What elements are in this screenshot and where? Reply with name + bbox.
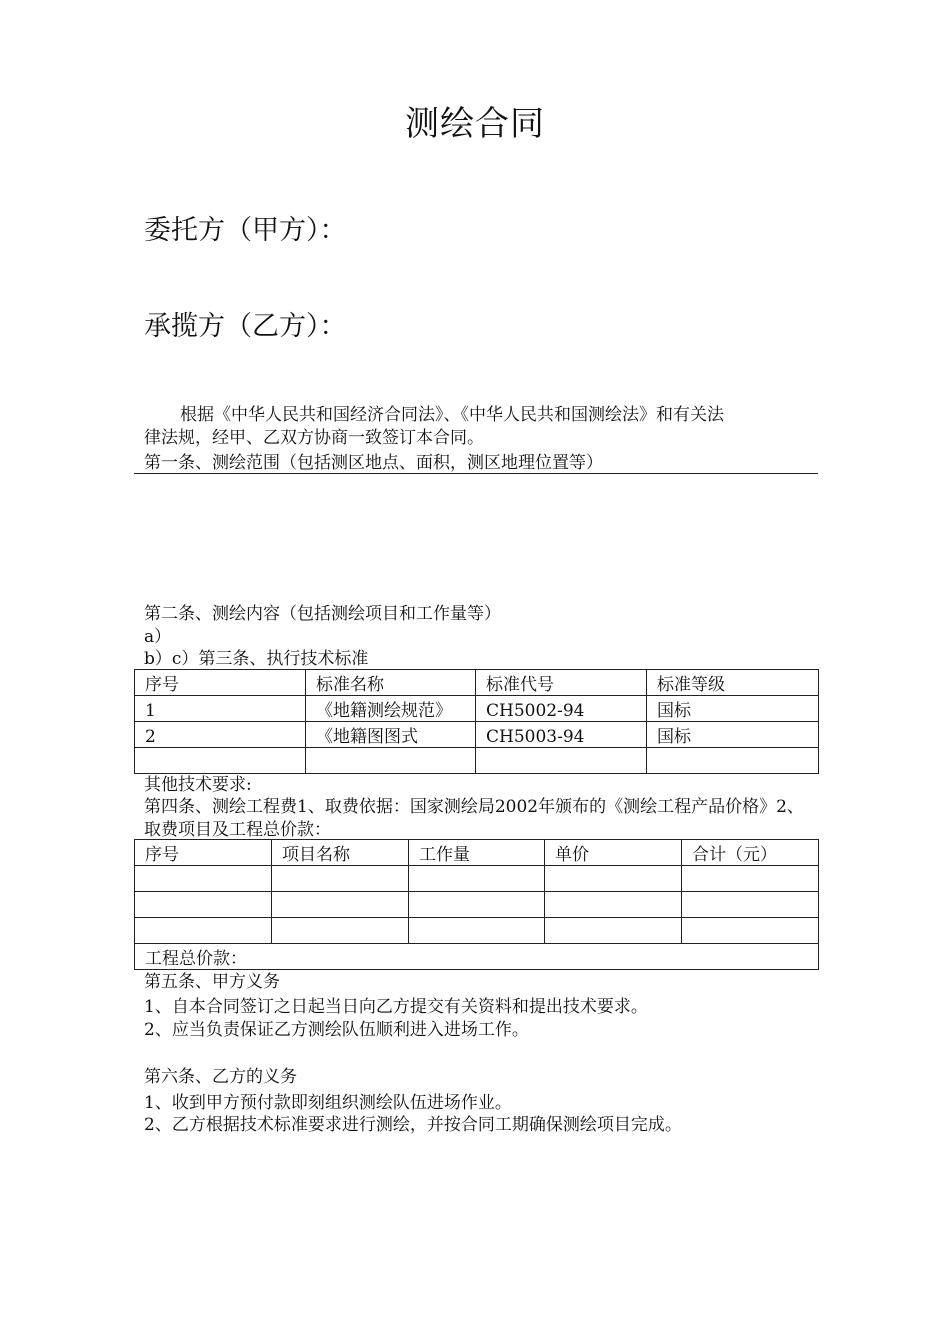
header-cell: 序号 — [135, 840, 272, 866]
table-cell — [135, 892, 272, 918]
document-title: 测绘合同 — [405, 104, 545, 144]
table-row — [135, 866, 819, 892]
other-requirements: 其他技术要求: — [144, 775, 252, 795]
table-cell — [306, 748, 476, 774]
table-cell — [135, 918, 272, 944]
fee-table — [134, 839, 819, 970]
article-5-heading: 第五条、甲方义务 — [144, 972, 280, 992]
table-cell — [682, 866, 819, 892]
table-cell — [545, 866, 682, 892]
header-cell: 项目名称 — [272, 840, 409, 866]
total-price-label: 工程总价款： — [135, 944, 819, 970]
article-5-item-2: 2、应当负责保证乙方测绘队伍顺利进入进场工作。 — [144, 1020, 529, 1040]
table-cell — [409, 918, 545, 944]
table-cell — [272, 866, 409, 892]
article-2-item-a: a） — [144, 627, 172, 647]
header-cell: 标准代号 — [476, 670, 647, 696]
table-cell — [545, 892, 682, 918]
article-6-heading: 第六条、乙方的义务 — [144, 1067, 297, 1087]
article-5-item-1: 1、自本合同签订之日起当日向乙方提交有关资料和提出技术要求。 — [144, 997, 648, 1017]
party-b-label: 承揽方（乙方）： — [144, 311, 347, 342]
table-cell: 国标 — [647, 696, 819, 722]
article-1-heading: 第一条、测绘范围（包括测区地点、面积，测区地理位置等） — [144, 453, 603, 473]
table-cell: CH5002-94 — [476, 696, 647, 722]
article-6-item-2: 2、乙方根据技术标准要求进行测绘，并按合同工期确保测绘项目完成。 — [144, 1115, 682, 1135]
table-cell — [135, 866, 272, 892]
header-cell: 标准等级 — [647, 670, 819, 696]
table-row — [135, 722, 819, 748]
preamble-line-2: 律法规，经甲、乙双方协商一致签订本合同。 — [144, 428, 484, 448]
table-row — [135, 696, 819, 722]
table-cell — [476, 748, 647, 774]
total-row — [135, 944, 819, 970]
table-cell — [135, 748, 306, 774]
article-6-item-1: 1、收到甲方预付款即刻组织测绘队伍进场作业。 — [144, 1093, 512, 1113]
preamble — [144, 404, 820, 450]
table-cell — [682, 918, 819, 944]
table-cell — [545, 918, 682, 944]
table-cell: 《地籍图图式 — [306, 722, 476, 748]
table-cell — [409, 866, 545, 892]
table-cell — [409, 892, 545, 918]
table-cell: 2 — [135, 722, 306, 748]
table-cell — [682, 892, 819, 918]
table-row — [135, 748, 819, 774]
table-cell: CH5003-94 — [476, 722, 647, 748]
preamble-line-1: 根据《中华人民共和国经济合同法》、《中华人民共和国测绘法》和有关法 — [180, 405, 724, 425]
table-cell: 1 — [135, 696, 306, 722]
standards-table — [134, 669, 819, 774]
table-row — [135, 918, 819, 944]
header-cell: 单价 — [545, 840, 682, 866]
table-row — [135, 892, 819, 918]
article-3-heading: b）c）第三条、执行技术标准 — [144, 649, 369, 669]
table-header-row — [135, 670, 819, 696]
table-cell: 国标 — [647, 722, 819, 748]
table-cell — [272, 892, 409, 918]
header-cell: 合计（元） — [682, 840, 819, 866]
article-1-underline — [134, 473, 818, 474]
party-a-label: 委托方（甲方）： — [144, 215, 347, 246]
article-2-heading: 第二条、测绘内容（包括测绘项目和工作量等） — [144, 604, 501, 624]
header-cell: 工作量 — [409, 840, 545, 866]
table-cell — [647, 748, 819, 774]
table-cell — [272, 918, 409, 944]
table-cell: 《地籍测绘规范》 — [306, 696, 476, 722]
article-4-text: 第四条、测绘工程费1、取费依据：国家测绘局2002年颁布的《测绘工程产品价格》2、取费项目及工程总价款： — [144, 797, 804, 840]
header-cell: 序号 — [135, 670, 306, 696]
header-cell: 标准名称 — [306, 670, 476, 696]
table-header-row — [135, 840, 819, 866]
